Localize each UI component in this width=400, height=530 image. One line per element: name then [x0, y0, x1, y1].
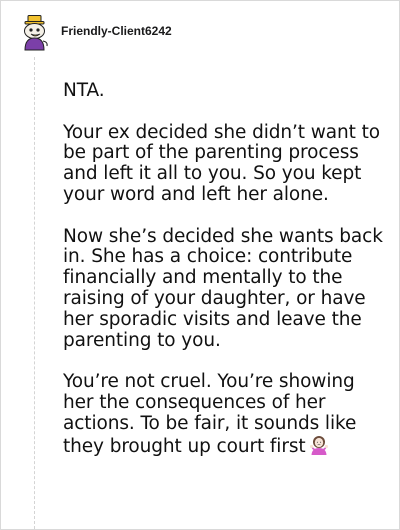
comment-paragraph: Your ex decided she didn’t want to be part of the parenting process and left it all to you. So you kept your word and left her alone.: [63, 121, 380, 205]
comment-paragraph-text: You’re not cruel. You’re showing her the consequences of her actions. To be fair, it sounds like they brought up court first: [63, 371, 357, 457]
thread-line[interactable]: [34, 57, 35, 529]
woman-shrugging-icon: [309, 435, 329, 455]
comment-paragraph: Now she’s decided she wants back in. She has a choice: contribute financially and mentally to the raising of your daughter, or have her sporadic visits and leave the parenting to you.: [63, 225, 383, 351]
comment-header: [19, 15, 172, 51]
snoo-avatar-icon[interactable]: [19, 15, 51, 51]
comment-body: [63, 81, 383, 478]
comment-paragraph: NTA.: [63, 80, 105, 101]
comment-username[interactable]: Friendly-Client6242: [61, 24, 172, 38]
comment-paragraph-last: [63, 372, 383, 457]
